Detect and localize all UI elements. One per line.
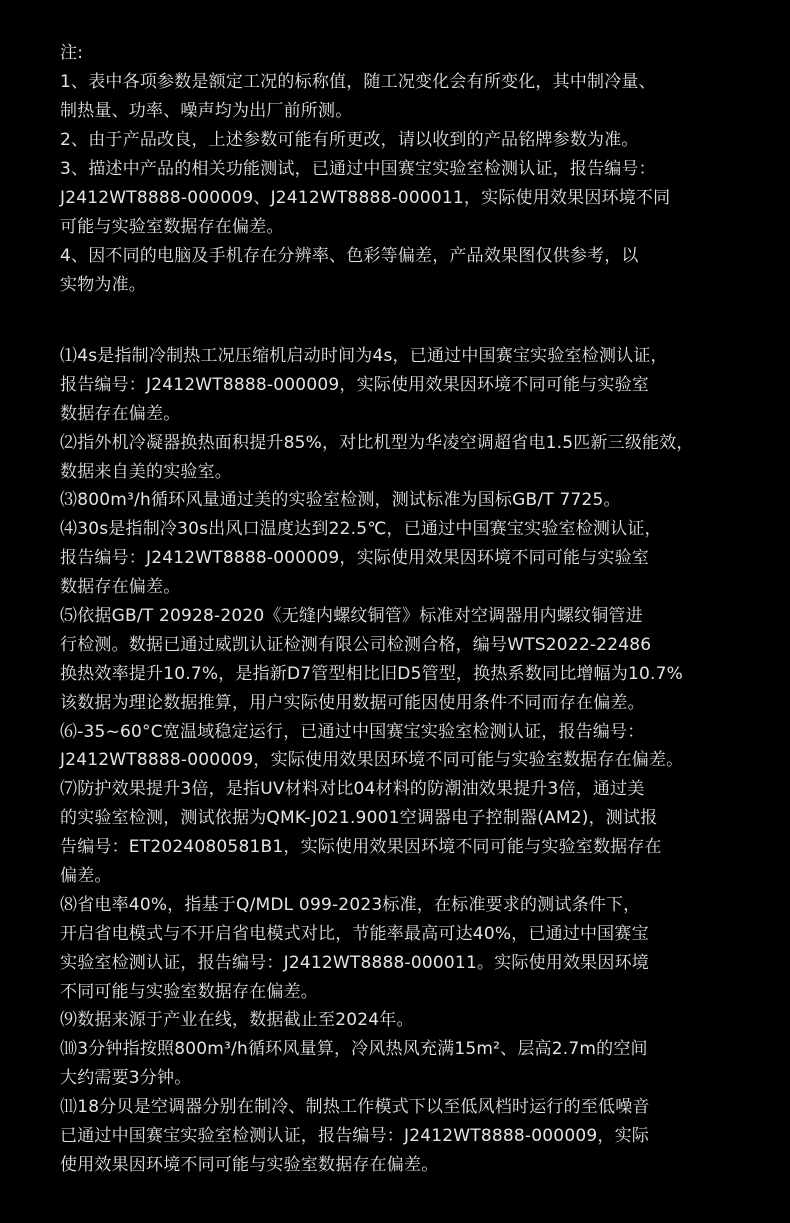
note-line: 4、因不同的电脑及手机存在分辨率、色彩等偏差，产品效果图仅供参考，以 <box>60 246 639 266</box>
claim-line: ⑾18分贝是空调器分别在制冷、制热工作模式下以至低风档时运行的至低噪音 <box>60 1097 650 1118</box>
note-line: 实物为准。 <box>60 275 146 295</box>
claim-line: 报告编号：J2412WT8888-000009，实际使用效果因环境不同可能与实验室 <box>60 374 649 395</box>
claim-line: ⑼数据来源于产业在线，数据截止至2024年。 <box>60 1010 414 1031</box>
note-line: 1、表中各项参数是额定工况的标称值，随工况变化会有所变化，其中制冷量、 <box>60 72 656 92</box>
note-line: J2412WT8888-000009、J2412WT8888-000011，实际使用效果因环境不同 <box>60 188 671 208</box>
claim-line: 使用效果因环境不同可能与实验室数据存在偏差。 <box>60 1154 439 1175</box>
claim-line: 数据来自美的实验室。 <box>60 461 232 482</box>
claim-line: 行检测。数据已通过威凯认证检测有限公司检测合格，编号WTS2022-22486 <box>60 634 652 655</box>
claim-line: 偏差。 <box>60 866 112 887</box>
note-line: 制热量、功率、噪声均为出厂前所测。 <box>60 101 353 121</box>
claim-line: ⑶800m³/h循环风量通过美的实验室检测，测试标准为国标GB/T 7725。 <box>60 490 621 511</box>
claim-line: 的实验室检测，测试依据为QMK-J021.9001空调器电子控制器(AM2)，测试报 <box>60 808 658 829</box>
notes-section <box>60 39 776 300</box>
claim-line: ⑽3分钟指按照800m³/h循环风量算，冷风热风充满15m²、层高2.7m的空间 <box>60 1039 648 1060</box>
claim-line: ⑻省电率40%，指基于Q/MDL 099-2023标准，在标准要求的测试条件下， <box>60 894 641 915</box>
claim-line: 该数据为理论数据推算，用户实际使用数据可能因使用条件不同而存在偏差。 <box>60 692 645 713</box>
note-line: 3、描述中产品的相关功能测试，已通过中国赛宝实验室检测认证，报告编号： <box>60 159 656 179</box>
claim-line: 已通过中国赛宝实验室检测认证，报告编号：J2412WT8888-000009，实际 <box>60 1126 649 1147</box>
claim-line: ⑷30s是指制冷30s出风口温度达到22.5℃，已通过中国赛宝实验室检测认证， <box>60 519 662 540</box>
claim-line: J2412WT8888-000009，实际使用效果因环境不同可能与实验室数据存在偏差。 <box>60 750 684 771</box>
note-line: 2、由于产品改良，上述参数可能有所更改，请以收到的产品铭牌参数为准。 <box>60 130 639 150</box>
notes-heading: 注: <box>60 43 84 63</box>
claim-line: ⑸依据GB/T 20928-2020《无缝内螺纹铜管》标准对空调器用内螺纹铜管进 <box>60 606 643 627</box>
claim-line: ⑺防护效果提升3倍，是指UV材料对比04材料的防潮油效果提升3倍，通过美 <box>60 779 645 800</box>
claim-line: ⑵指外机冷凝器换热面积提升85%，对比机型为华凌空调超省电1.5匹新三级能效， <box>60 432 694 453</box>
claim-line: 大约需要3分钟。 <box>60 1068 192 1089</box>
claim-line: 实验室检测认证，报告编号：J2412WT8888-000011。实际使用效果因环境 <box>60 952 649 973</box>
claim-line: 开启省电模式与不开启省电模式对比，节能率最高可达40%，已通过中国赛宝 <box>60 923 649 944</box>
claim-line: ⑴4s是指制冷制热工况压缩机启动时间为4s，已通过中国赛宝实验室检测认证， <box>60 346 668 366</box>
claim-line: ⑹-35~60°C宽温域稳定运行，已通过中国赛宝实验室检测认证，报告编号： <box>60 721 645 742</box>
claim-line: 告编号：ET2024080581B1，实际使用效果因环境不同可能与实验室数据存在 <box>60 837 662 858</box>
claims-section <box>60 342 776 1180</box>
claim-line: 不同可能与实验室数据存在偏差。 <box>60 981 318 1002</box>
note-line: 可能与实验室数据存在偏差。 <box>60 217 284 237</box>
claim-line: 换热效率提升10.7%，是指新D7管型相比旧D5管型，换热系数同比增幅为10.7% <box>60 663 684 684</box>
claim-line: 报告编号：J2412WT8888-000009，实际使用效果因环境不同可能与实验室 <box>60 548 649 569</box>
claim-line: 数据存在偏差。 <box>60 577 181 598</box>
claim-line: 数据存在偏差。 <box>60 403 181 424</box>
